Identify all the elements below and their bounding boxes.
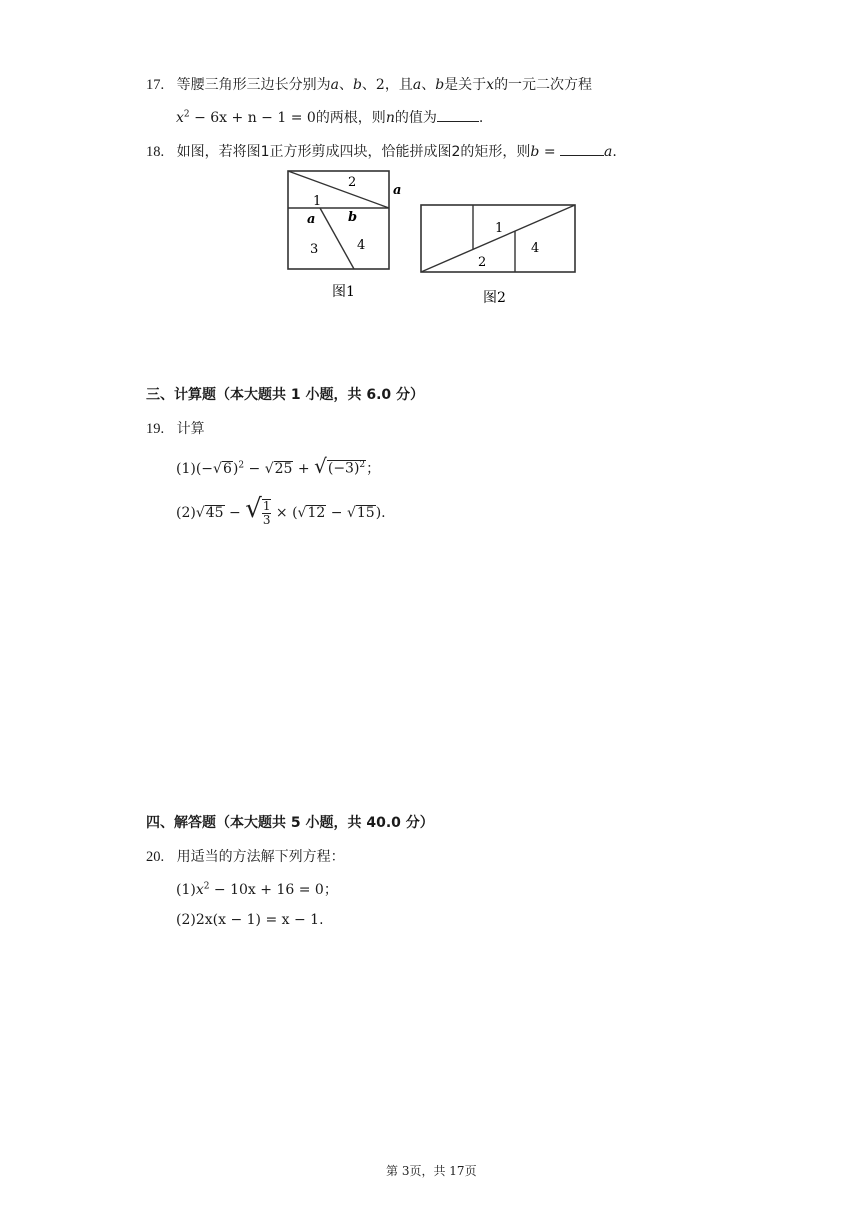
question-text: 的两根，则 xyxy=(315,110,386,126)
operator: × ( xyxy=(271,505,298,521)
fig1-label-1: 1 xyxy=(313,194,322,209)
exponent: 2 xyxy=(238,460,245,471)
question-17 xyxy=(146,74,592,94)
expr: ). xyxy=(375,505,386,521)
question-text: 的值为 xyxy=(394,110,437,126)
question-number: 19. xyxy=(146,421,165,437)
question-number: 18. xyxy=(146,144,165,160)
question-text: 如图，若将图1正方形剪成四块，恰能拼成图2的矩形，则 xyxy=(176,144,531,160)
expr: (1) xyxy=(176,882,196,898)
separator: 、 xyxy=(361,77,376,93)
radicand: (−3) xyxy=(327,461,360,477)
page-total: 17 xyxy=(449,1164,465,1178)
section-title: 分） xyxy=(400,815,434,831)
fig1-label-a: a xyxy=(307,212,316,227)
answer-blank[interactable] xyxy=(437,121,479,122)
var-a: a xyxy=(604,144,613,160)
page-footer xyxy=(386,1162,477,1179)
fig1-label-4: 4 xyxy=(357,238,366,253)
fig1-label-a-side: a xyxy=(393,183,402,198)
expr: (1)(− xyxy=(176,461,214,477)
period: . xyxy=(319,912,324,928)
question-18 xyxy=(146,141,617,161)
var-x: x xyxy=(486,77,495,93)
fig2-label-1: 1 xyxy=(495,221,504,236)
sqrt-symbol: √ xyxy=(245,494,262,524)
question-text: 等腰三角形三边长分别为 xyxy=(176,77,331,93)
sqrt-symbol: √ xyxy=(314,454,327,478)
question-20 xyxy=(146,846,345,866)
radicand-wrap: $(-3)^2$ xyxy=(327,460,366,477)
sqrt-symbol: √ xyxy=(213,461,222,477)
figure-1 xyxy=(282,166,412,306)
fig2-caption: 图2 xyxy=(483,290,506,306)
section-title: 三、计算题（本大题共 xyxy=(146,387,291,403)
sqrt-symbol: √ xyxy=(195,505,205,521)
radicand: 45 xyxy=(205,505,224,521)
page-number: 3 xyxy=(401,1164,410,1178)
operator: + xyxy=(293,461,315,477)
equation: − 10x + 16 = 0 xyxy=(209,882,324,898)
fig2-label-2: 2 xyxy=(478,255,487,270)
q19-part-2 xyxy=(176,494,386,527)
period: . xyxy=(478,110,484,126)
numerator: 1 xyxy=(262,498,271,513)
var-b: b xyxy=(435,77,445,93)
question-17-line2: $x^2 - 6x + n - 1 = 0$的两根，则n的值为 . xyxy=(176,109,484,126)
fig1-caption: 图1 xyxy=(332,284,355,300)
section-3-heading xyxy=(146,384,424,404)
section-title: 小题，共 xyxy=(300,815,367,831)
operator: − xyxy=(244,461,265,477)
var-b: b xyxy=(352,77,362,93)
var-a: a xyxy=(412,77,422,93)
section-title: 四、解答题（本大题共 xyxy=(146,815,291,831)
footer-text: 第 xyxy=(386,1164,402,1178)
section-title: 小题，共 xyxy=(300,387,367,403)
section-score: 40.0 xyxy=(366,815,401,831)
section-title: 分） xyxy=(391,387,425,403)
q20-part-2 xyxy=(176,912,324,928)
equals: = xyxy=(539,144,561,160)
fig1-label-3: 3 xyxy=(310,242,319,257)
denominator: 3 xyxy=(262,513,271,527)
footer-text: 页，共 xyxy=(409,1164,450,1178)
number-two: 2 xyxy=(375,77,385,93)
question-label: 用适当的方法解下列方程： xyxy=(176,849,345,865)
var-n: n xyxy=(385,110,395,126)
fig1-label-2: 2 xyxy=(348,175,357,190)
question-text: 的一元二次方程 xyxy=(494,77,593,93)
equation: − 6x + n − 1 = 0 xyxy=(189,110,316,126)
question-number: 20. xyxy=(146,849,165,865)
question-text: 是关于 xyxy=(444,77,487,93)
question-count: 5 xyxy=(290,815,301,831)
separator: 、 xyxy=(421,77,436,93)
var-x: x xyxy=(195,882,204,898)
operator: − xyxy=(224,505,246,521)
section-4-heading xyxy=(146,812,434,832)
q20-part-1: $(1)x^2 - 10x + 16 = 0$； xyxy=(176,881,338,898)
question-text: ，且 xyxy=(384,77,413,93)
var-a: a xyxy=(330,77,339,93)
sqrt-symbol: √ xyxy=(346,505,356,521)
sqrt-symbol: √ xyxy=(297,505,307,521)
radicand: 25 xyxy=(274,461,293,477)
q19-part-1 xyxy=(176,454,380,478)
equation: (2)2x(x − 1) = x − 1 xyxy=(176,912,320,928)
question-number: 17. xyxy=(146,77,165,93)
expr: ) xyxy=(232,461,239,477)
radicand: 12 xyxy=(307,505,326,521)
semicolon: ； xyxy=(366,461,381,477)
radicand: 6 xyxy=(222,461,232,477)
figure-2 xyxy=(416,200,581,310)
question-19 xyxy=(146,418,205,438)
operator: − xyxy=(326,505,347,521)
sqrt-symbol: √ xyxy=(264,461,274,477)
radicand: 15 xyxy=(356,505,375,521)
separator: 、 xyxy=(338,77,353,93)
var-b: b xyxy=(530,144,540,160)
footer-text: 页 xyxy=(464,1164,477,1178)
answer-blank[interactable] xyxy=(560,155,604,156)
question-label: 计算 xyxy=(176,421,205,437)
fig1-label-b: b xyxy=(348,210,358,225)
fraction xyxy=(262,499,272,527)
equation-x: x xyxy=(176,110,184,126)
period: . xyxy=(612,144,617,160)
fig2-label-4: 4 xyxy=(531,241,540,256)
question-count: 1 xyxy=(290,387,301,403)
semicolon: ； xyxy=(323,882,338,898)
expr: (2) xyxy=(176,505,196,521)
section-score: 6.0 xyxy=(366,387,392,403)
